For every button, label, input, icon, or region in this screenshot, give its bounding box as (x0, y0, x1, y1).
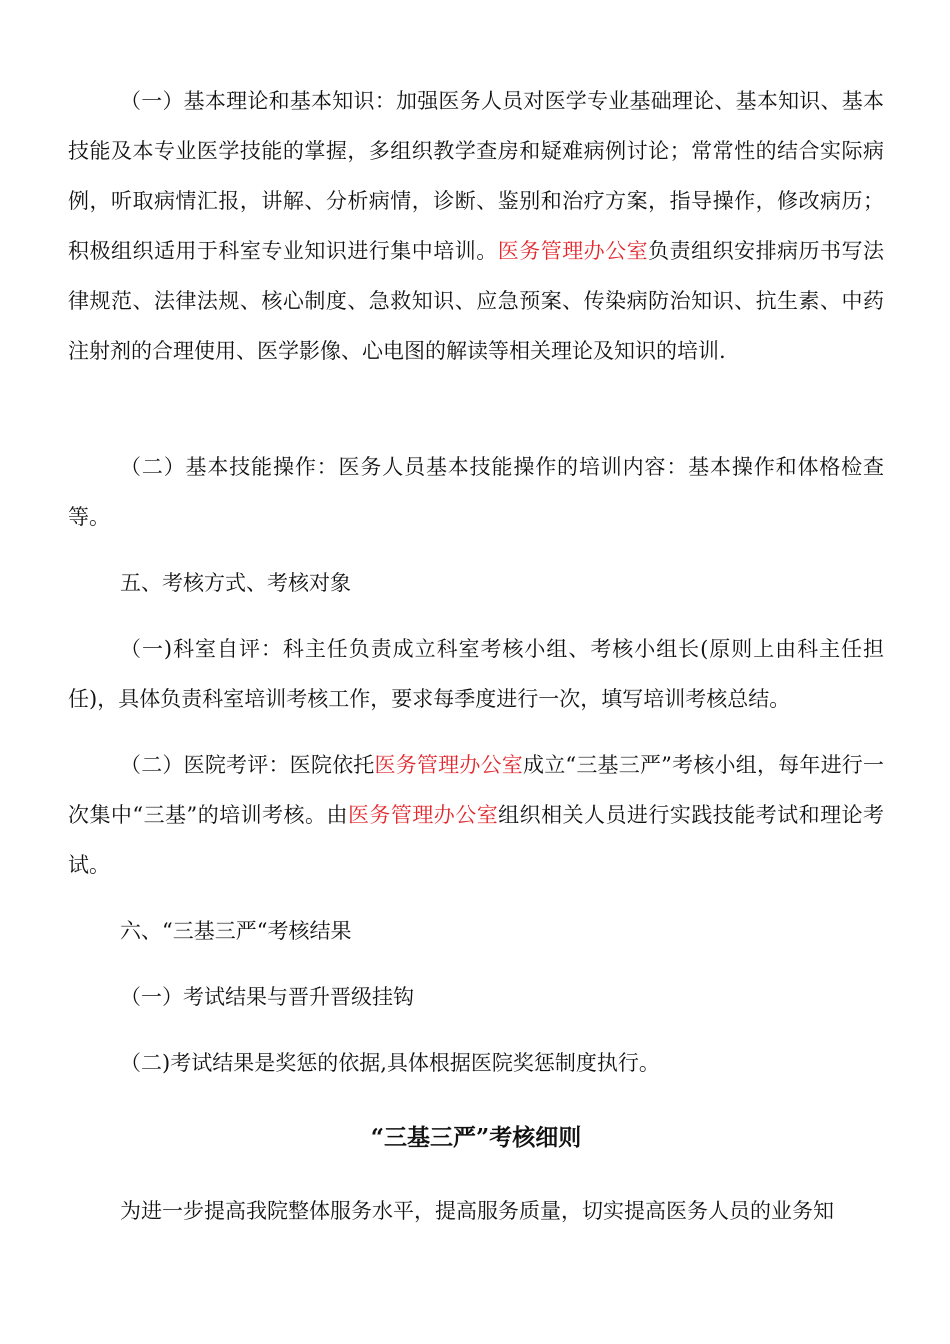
document-title: “三基三严”考核细则 (370, 1124, 582, 1151)
paragraph-basic-theory (68, 76, 884, 376)
paragraph-basic-theory-text-a: （一）基本理论和基本知识：加强医务人员对医学专业基础理论、基本知识、基本技能及本专业医学技能的掌握，多组织教学查房和疑难病例讨论；常常性的结合实际病例，听取病情汇报，讲解、分析病情，诊断、鉴别和治疗方案，指导操作，修改病历；积极组织适用于科室专业知识进行集中培训。 (68, 89, 884, 263)
paragraph-hospital-evaluation-text-a: （二）医院考评：医院依托 (120, 753, 375, 777)
paragraph-hospital-evaluation (68, 740, 884, 890)
paragraph-basic-theory-text-b: 负责组织安排病历书写法律规范、法律法规、核心制度、急救知识、应急预案、传染病防治知识、抗生素、中药注射剂的合理使用、医学影像、心电图的解读等相关理论及知识的培训. (68, 239, 885, 363)
paragraph-department-self-evaluation: （一)科室自评：科主任负责成立科室考核小组、考核小组长(原则上由科主任担任)，具体负责科室培训考核工作，要求每季度进行一次，填写培训考核总结。 (68, 637, 884, 711)
paragraph-introduction: 为进一步提高我院整体服务水平，提高服务质量，切实提高医务人员的业务知 (120, 1199, 834, 1223)
paragraph-results-promotion: （一）考试结果与晋升晋级挂钩 (120, 985, 414, 1009)
office-highlight: 医务管理办公室 (497, 239, 649, 263)
paragraph-hospital-evaluation-text-c: 组织相关人员进行实践技能考试和理论考试。 (68, 803, 885, 877)
office-highlight: 医务管理办公室 (374, 753, 523, 777)
paragraph-basic-skills: （二）基本技能操作：医务人员基本技能操作的培训内容：基本操作和体格检查等。 (68, 455, 884, 529)
paragraph-results-rewards: （二)考试结果是奖惩的依据,具体根据医院奖惩制度执行。 (120, 1051, 660, 1075)
section-heading-assessment-results: 六、“三基三严“考核结果 (120, 919, 352, 943)
office-highlight: 医务管理办公室 (347, 803, 499, 827)
paragraph-hospital-evaluation-text-b: 成立“三基三严”考核小组，每年进行一次集中“三基”的培训考核。由 (68, 753, 885, 827)
section-heading-assessment-method: 五、考核方式、考核对象 (120, 571, 351, 595)
